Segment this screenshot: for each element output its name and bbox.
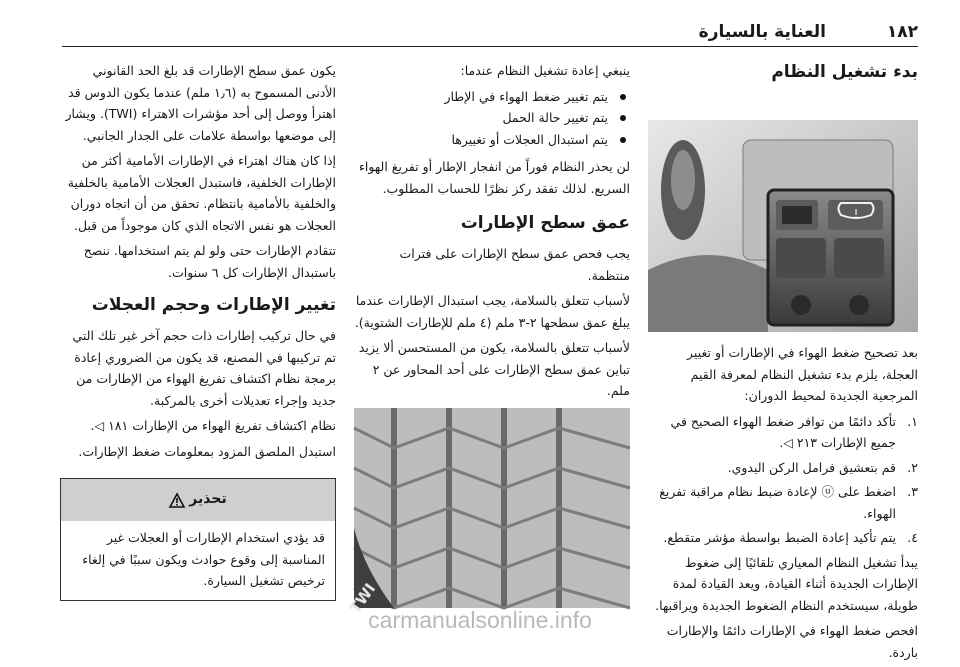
tread-paragraph-2: لأسباب تتعلق بالسلامة، يجب استبدال الإطارات عندما يبلغ عمق سطحها ٢-٣ ملم (٤ ملم للإطارات الشتوية). (354, 293, 630, 330)
page-number: ١٨٢ (886, 22, 918, 42)
bullet-item: يتم تغيير ضغط الهواء في الإطار (354, 86, 630, 108)
system-warning-paragraph: لن يحذر النظام فوراً من انفجار الإطار أو تفريغ الهواء السريع. لذلك تفقد ركز نظرًا للحساب المطلوب. (358, 159, 630, 196)
twi-marker-label: TWI (345, 579, 380, 617)
tire-change-paragraph: في حال تركيب إطارات ذات حجم آخر غير تلك التي تم تركيبها في المصنع، قد يكون من الضروري إعادة برمجة نظام اكتشاف تفريغ الهواء من الإطارات من جديد وإجراء تعديلات أخرى بالمركبة. (72, 328, 336, 408)
rotation-paragraph: إذا كان هناك اهتراء في الإطارات الأمامية أكثر من الإطارات الخلفية، فاستبدل العجلات الأمامية بالخلفية والخلفية بالأمامية بانتظام. تحقق من أن اتجاه دوران العجلات هو نفس الاتجاه الذي كان موجوداً من قبل. (67, 153, 336, 233)
warning-title: تحذير (189, 491, 227, 508)
tire-tread-photo (345, 408, 630, 617)
reset-steps (648, 411, 918, 549)
section-heading-tire-change: تغيير الإطارات وحجم العجلات (91, 295, 336, 315)
step-item: ١. تأكد دائمًا من توافر ضغط الهواء الصحيح في جميع الإطارات ٢١٣ ◁. (670, 413, 918, 450)
chapter-title: العناية بالسيارة (698, 22, 826, 42)
watermark: carmanualsonline.info (368, 607, 592, 633)
warning-box (60, 478, 336, 601)
console-illustration (648, 120, 918, 332)
warning-header (61, 479, 335, 521)
reinit-conditions (354, 86, 630, 151)
figure-caption: بعد تصحيح ضغط الهواء في الإطارات أو تغيير العجلة، يلزم بدء تشغيل النظام لمعرفة القيم المرجعية الجديدة لمحيط الدوران: (687, 345, 918, 403)
bullet-item: يتم تغيير حالة الحمل (354, 107, 630, 129)
tire-tread-illustration (345, 408, 630, 617)
bullet-item: يتم استبدال العجلات أو تغييرها (354, 129, 630, 151)
right-column (648, 60, 918, 667)
step-item: ٢. قم بتعشيق فرامل الركن اليدوي. (727, 459, 918, 475)
final-note: افحص ضغط الهواء في الإطارات دائمًا والإطارات باردة. (666, 623, 918, 660)
twi-paragraph: يكون عمق سطح الإطارات قد بلغ الحد القانوني الأدنى المسموح به (١٫٦ ملم) عندما يكون الدوس قد اهترأ ووصل إلى أحد مؤشرات الاهتراء (TWI). ويشار إلى موضعها بواسطة علامات على الجدار الجانبي. (65, 63, 336, 143)
step-item: ٣. اضغط على ⓤ لإعادة ضبط نظام مراقبة تفريغ الهواء. (659, 484, 918, 521)
tread-paragraph-3: لأسباب تتعلق بالسلامة، يكون من المستحسن ألا يزيد تباين عمق سطح الإطارات على أحد المحاور عن ٢ ملم. (358, 340, 630, 398)
section-heading-system-start: بدء تشغيل النظام (771, 62, 918, 82)
tread-paragraph-1: يجب فحص عمق سطح الإطارات على فترات منتظمة. (399, 246, 630, 283)
label-replacement-paragraph: استبدل الملصق المزود بمعلومات ضغط الإطارات. (78, 443, 336, 459)
left-column (60, 60, 336, 601)
warning-body: قد يؤدي استخدام الإطارات أو العجلات غير المناسبة إلى وقوع حوادث ويكون سببًا في إلغاء ترخيص تشغيل السيارة. (82, 530, 325, 588)
section-heading-tread-depth: عمق سطح الإطارات (460, 213, 630, 233)
page-header (62, 22, 918, 44)
dashboard-button-photo (648, 120, 918, 332)
reinit-intro: ينبغي إعادة تشغيل النظام عندما: (460, 63, 630, 78)
after-steps-text: يبدأ تشغيل النظام المعياري تلقائيًا إلى ضغوط الإطارات الجديدة أثناء القيادة، ويعد القيادة لمدة طويلة، سيستخدم النظام الضغوط الجديدة ويراقبها. (655, 554, 918, 613)
warning-triangle-icon (169, 493, 185, 508)
step-item: ٤. يتم تأكيد إعادة الضبط بواسطة مؤشر متقطع. (663, 530, 918, 545)
middle-column (345, 60, 630, 617)
deflation-reference: نظام اكتشاف تفريغ الهواء من الإطارات ١٨١ ◁. (90, 418, 336, 433)
svg-text:!: ! (853, 207, 859, 221)
header-divider (62, 46, 918, 47)
aging-paragraph: تتقادم الإطارات حتى ولو لم يتم استخدامها. ننصح باستبدال الإطارات كل ٦ سنوات. (83, 243, 336, 280)
